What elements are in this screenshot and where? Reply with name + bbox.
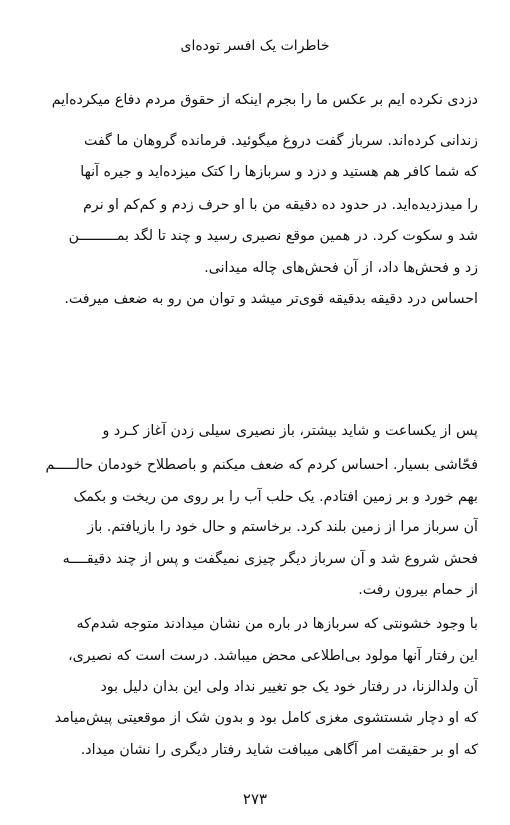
text-line: فحّاشی بسیار. احساس کردم که ضعف میکنم و باصطلاح خودمان حالـــــم bbox=[45, 457, 478, 473]
text-line: با وجود خشونتی که سربازها در باره من نشان میدادند متوجه شدم‌که bbox=[76, 616, 478, 632]
text-line: احساس درد دقیقه بدقیقه قوی‌تر میشد و توان من رو به ضعف میرفت. bbox=[64, 291, 478, 307]
text-line: که او دچار شستشوی مغزی کامل بود و بدون شک از موقعیتی پیش‌میامد bbox=[54, 710, 478, 726]
text-line: را میدزدیده‌اید. در حدود ده دقیقه من با او حرف زدم و کم‌کم او نرم bbox=[83, 197, 478, 213]
text-line: که شما کافر هم هستید و دزد و سربازها را کتک میزده‌اید و جیره آنها bbox=[80, 164, 478, 180]
text-line: دزدی نکرده ایم بر عکس ما را بجرم اینکه از حقوق مردم دفاع میکرده‌ایم bbox=[51, 92, 478, 108]
text-line: زندانی کرده‌اند. سرباز گفت دروغ میگوئید. فرمانده گروهان ما گفت bbox=[84, 133, 478, 149]
text-line: بهم خورد و بر زمین افتادم. یک حلب آب را بر روی من ریخت و بکمک bbox=[73, 489, 478, 505]
text-line: آن سرباز مرا از زمین بلند کرد. برخاستم و حال خود را بازیافتم. باز bbox=[87, 519, 478, 535]
text-line: که او بر حقیقت امر آگاهی میبافت شاید رفتار دیگری را نشان میداد. bbox=[80, 742, 478, 758]
text-line: پس از یکساعت و شاید بیشتر، باز نصیری سیلی زدن آغاز کـرد و bbox=[102, 423, 478, 439]
text-line: شد و سکوت کرد. در همین موقع نصیری رسید و چند تا لگد بمـــــــــن bbox=[68, 228, 478, 244]
text-line: فحش شروع شد و آن سرباز دیگر چیزی نمیگفت و پس از چند دقیقــــه bbox=[62, 551, 478, 567]
text-line: زد و فحش‌ها داد، از آن فحش‌های چاله میدانی. bbox=[204, 260, 478, 276]
running-header: خاطرات یک افسر توده‌ای bbox=[180, 38, 330, 54]
text-line: این رفتار آنها مولود بی‌اطلاعی محض میباشد. درست است که نصیری، bbox=[68, 648, 478, 664]
text-line: از حمام بیرون رفت. bbox=[358, 582, 478, 598]
page-number: ۲۷۳ bbox=[242, 790, 268, 808]
text-line: آن ولدالزنا، در رفتار خود یک جو تغییر نداد ولی این بدان دلیل بود bbox=[100, 679, 478, 695]
